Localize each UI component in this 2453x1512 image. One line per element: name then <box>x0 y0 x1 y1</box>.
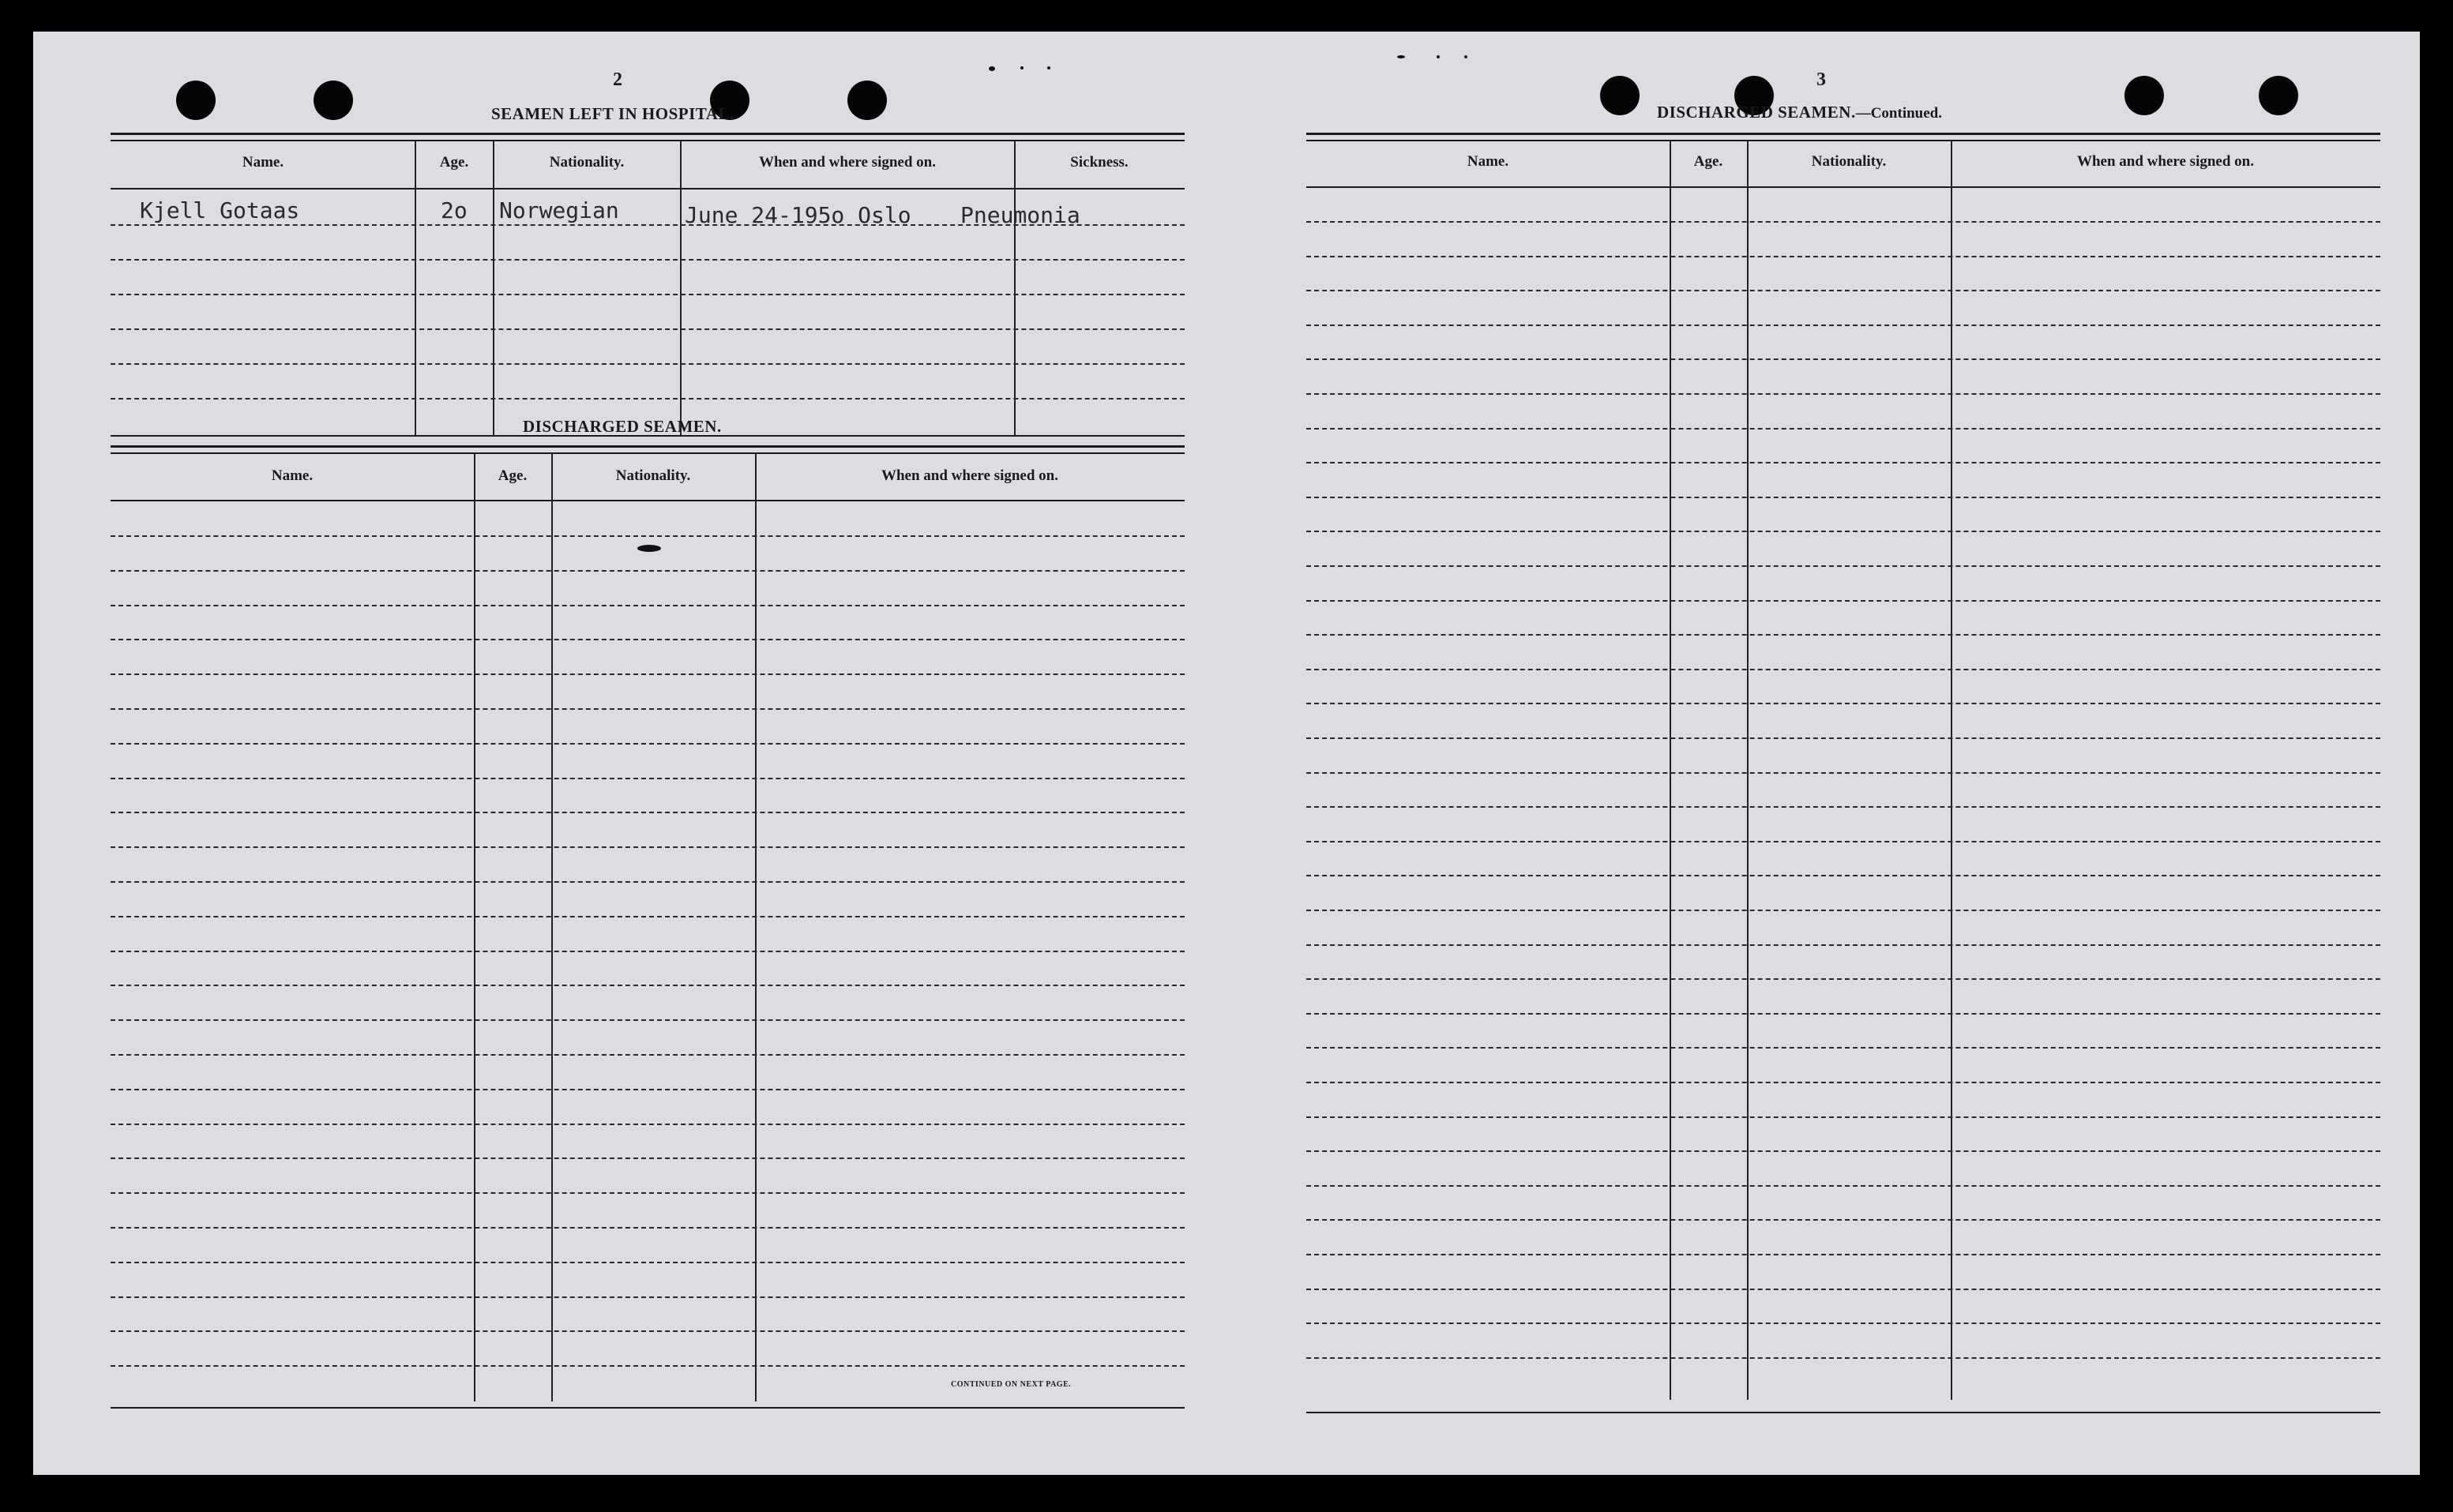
ledger-line <box>1306 1150 2380 1152</box>
ledger-line <box>111 294 1185 295</box>
ledger-line <box>111 708 1185 710</box>
ledger-line <box>111 1089 1185 1090</box>
ink-speck <box>1464 55 1467 58</box>
column-header-signed-on: When and where signed on. <box>2076 153 2254 170</box>
ledger-line <box>111 639 1185 640</box>
section-title-hospital: SEAMEN LEFT IN HOSPITAL. <box>491 104 734 123</box>
ledger-line <box>1306 772 2380 774</box>
column-header-name: Name. <box>1467 153 1509 170</box>
ledger-line <box>1306 256 2380 257</box>
ink-speck <box>989 66 995 71</box>
ledger-line <box>1306 462 2380 463</box>
ledger-line <box>1306 806 2380 808</box>
column-divider <box>1747 141 1749 1400</box>
ledger-line <box>1306 978 2380 980</box>
ledger-line <box>111 535 1185 537</box>
ledger-line <box>111 605 1185 606</box>
column-divider <box>755 454 757 1401</box>
ledger-line <box>1306 600 2380 602</box>
ink-speck <box>1397 55 1405 58</box>
section-title-discharged: DISCHARGED SEAMEN. <box>523 417 722 436</box>
punch-hole <box>1600 76 1640 115</box>
column-header-name: Name. <box>271 467 314 484</box>
ledger-line <box>1306 669 2380 670</box>
header-bottom-rule <box>111 188 1185 189</box>
ledger-line <box>111 1227 1185 1229</box>
ledger-line <box>111 846 1185 848</box>
ledger-line <box>111 1296 1185 1298</box>
header-top-rule <box>111 140 1185 141</box>
column-header-nationality: Nationality. <box>615 467 691 484</box>
ledger-line <box>111 951 1185 952</box>
ledger-line <box>1306 393 2380 395</box>
footer-rule <box>1306 1412 2380 1413</box>
ledger-line <box>111 916 1185 917</box>
header-top-rule <box>1306 133 2380 135</box>
ledger-line <box>1306 1047 2380 1049</box>
ledger-line <box>111 328 1185 330</box>
column-divider <box>551 454 553 1401</box>
entry-name: Kjell Gotaas <box>140 197 300 223</box>
ledger-line <box>1306 358 2380 360</box>
header-top-rule <box>111 133 1185 135</box>
ledger-line <box>111 259 1185 261</box>
column-header-age: Age. <box>1693 153 1723 170</box>
punch-hole <box>2259 76 2298 115</box>
ledger-line <box>1306 1185 2380 1187</box>
ledger-line <box>111 1124 1185 1125</box>
ledger-line <box>111 1365 1185 1367</box>
ledger-line <box>1306 1323 2380 1324</box>
ledger-line <box>111 673 1185 675</box>
ledger-line <box>1306 910 2380 911</box>
ledger-line <box>1306 325 2380 326</box>
page-number: 3 <box>1816 69 1826 90</box>
header-bottom-rule <box>1306 186 2380 188</box>
column-header-nationality: Nationality. <box>549 154 625 171</box>
ledger-line <box>111 1157 1185 1159</box>
entry-nationality: Norwegian <box>499 197 619 223</box>
ledger-line <box>111 1054 1185 1056</box>
ledger-line <box>1306 703 2380 704</box>
ledger-line <box>111 1192 1185 1194</box>
ink-speck <box>1020 66 1024 69</box>
ledger-line <box>1306 1219 2380 1221</box>
header-top-rule <box>1306 140 2380 141</box>
ledger-line <box>1306 1116 2380 1118</box>
ledger-line <box>1306 944 2380 946</box>
ledger-line <box>111 881 1185 883</box>
ledger-line <box>111 778 1185 779</box>
column-header-nationality: Nationality. <box>1811 153 1887 170</box>
header-bottom-rule <box>111 500 1185 501</box>
ledger-line <box>1306 497 2380 498</box>
ledger-line <box>111 1019 1185 1021</box>
column-header-age: Age. <box>498 467 528 484</box>
ledger-line <box>111 363 1185 365</box>
column-divider <box>1670 141 1671 1400</box>
column-divider <box>1014 141 1016 435</box>
column-header-signed-on: When and where signed on. <box>881 467 1058 484</box>
ledger-line <box>111 985 1185 986</box>
column-header-name: Name. <box>242 154 284 171</box>
entry-signed-on: June 24-195o Oslo <box>685 202 911 228</box>
punch-hole <box>314 81 353 120</box>
footer-rule <box>111 1407 1185 1409</box>
ledger-line <box>1306 634 2380 636</box>
ledger-line <box>1306 1357 2380 1359</box>
ledger-line <box>1306 1254 2380 1255</box>
header-top-rule <box>111 445 1185 448</box>
column-header-signed-on: When and where signed on. <box>758 154 936 171</box>
ledger-line <box>1306 1013 2380 1015</box>
ledger-line <box>1306 428 2380 430</box>
ledger-line <box>111 743 1185 745</box>
ledger-line <box>111 224 1185 226</box>
ledger-line <box>1306 1289 2380 1290</box>
column-header-sickness: Sickness. <box>1070 154 1129 171</box>
punch-hole <box>847 81 887 120</box>
ledger-line <box>1306 531 2380 532</box>
ledger-line <box>111 1330 1185 1332</box>
section-title-discharged-continued <box>1657 103 1942 122</box>
ledger-line <box>111 812 1185 813</box>
ledger-line <box>1306 737 2380 739</box>
continued-note: CONTINUED ON NEXT PAGE. <box>951 1380 1072 1389</box>
document-sheet <box>33 32 2420 1475</box>
ledger-line <box>111 1262 1185 1263</box>
punch-hole <box>176 81 216 120</box>
page-number: 2 <box>613 69 622 90</box>
ledger-line <box>1306 1082 2380 1083</box>
ledger-line <box>111 398 1185 400</box>
title-text: DISCHARGED SEAMEN. <box>1657 103 1856 122</box>
ledger-line <box>1306 875 2380 876</box>
column-divider <box>1951 141 1952 1400</box>
entry-age: 2o <box>441 197 468 223</box>
column-divider <box>493 141 494 435</box>
ledger-line <box>111 570 1185 572</box>
entry-sickness: Pneumonia <box>960 202 1080 228</box>
ink-speck <box>1437 55 1440 58</box>
column-header-age: Age. <box>439 154 469 171</box>
ink-smudge <box>637 545 661 552</box>
column-divider <box>680 141 682 435</box>
header-top-rule <box>111 452 1185 454</box>
column-divider <box>415 141 416 435</box>
ledger-line <box>1306 565 2380 567</box>
title-suffix: —Continued. <box>1855 105 1942 122</box>
punch-hole <box>2124 76 2164 115</box>
ledger-line <box>1306 290 2380 291</box>
column-divider <box>474 454 475 1401</box>
ledger-line <box>1306 221 2380 223</box>
ledger-line <box>1306 841 2380 842</box>
ink-speck <box>1047 66 1050 69</box>
